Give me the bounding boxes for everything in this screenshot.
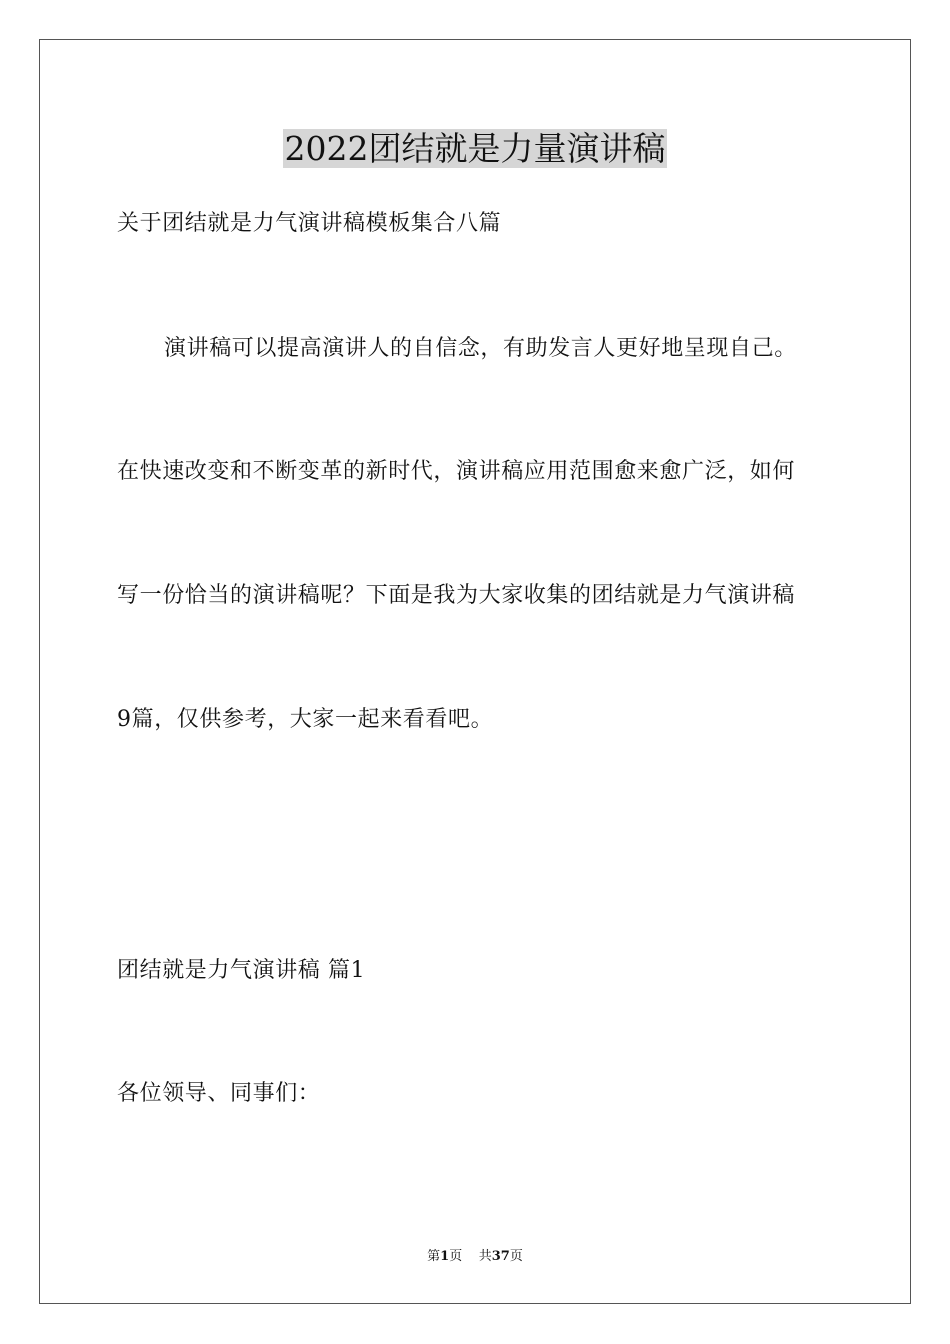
document-subtitle: 关于团结就是力气演讲稿模板集合八篇 [117,211,502,236]
page-number: 1 [440,1249,450,1264]
total-prefix: 共 [478,1249,492,1264]
total-pages: 37 [491,1249,510,1264]
page-suffix: 页 [449,1249,463,1264]
total-suffix: 页 [509,1249,523,1264]
intro-line-4: 9篇，仅供参考，大家一起来看看吧。 [117,707,494,732]
document-title [0,127,950,171]
intro-line-2: 在快速改变和不断变革的新时代，演讲稿应用范围愈来愈广泛，如何 [117,459,796,484]
page-prefix: 第 [427,1249,441,1264]
section-heading: 团结就是力气演讲稿 篇1 [117,958,366,983]
intro-line-1: 演讲稿可以提高演讲人的自信念，有助发言人更好地呈现自己。 [164,336,797,361]
page-footer [0,1248,950,1266]
intro-line-3: 写一份恰当的演讲稿呢？下面是我为大家收集的团结就是力气演讲稿 [117,583,796,608]
salutation: 各位领导、同事们： [117,1081,321,1106]
document-title-text: 2022团结就是力量演讲稿 [284,129,666,168]
